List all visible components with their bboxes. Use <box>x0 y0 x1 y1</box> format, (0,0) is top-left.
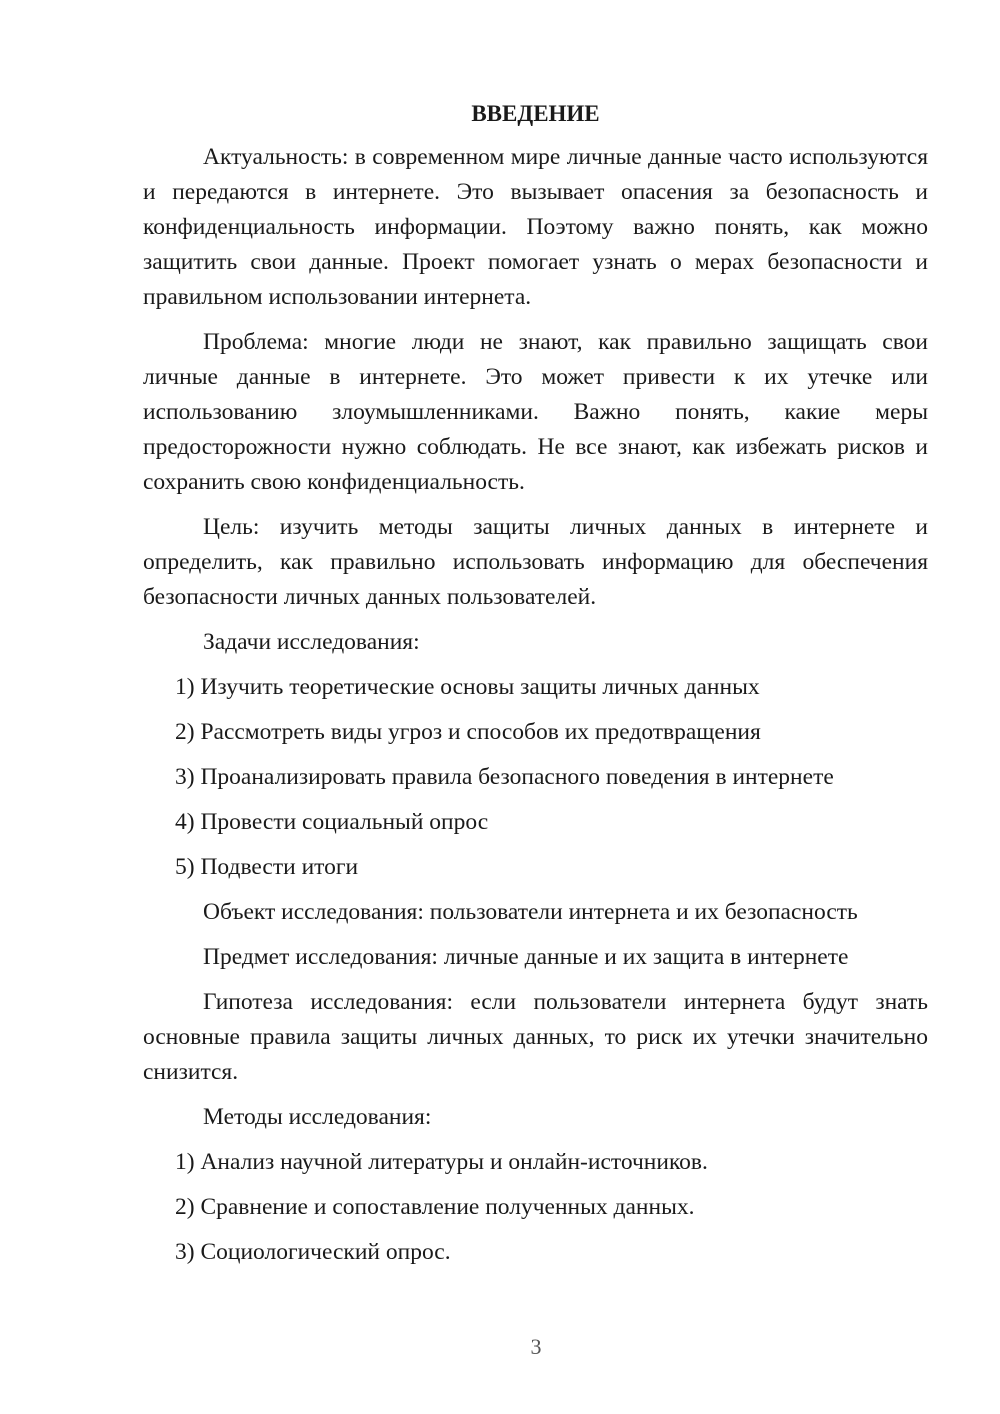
tasks-list <box>143 670 928 885</box>
method-item-3: 3) Социологический опрос. <box>175 1239 451 1265</box>
method-item-2: 2) Сравнение и сопоставление полученных данных. <box>175 1194 695 1220</box>
hypothesis-paragraph: Гипотеза исследования: если пользователи интернета будут знать основные правила защиты личных данных, то риск их утечки значительно снизится. <box>143 989 928 1085</box>
relevance-paragraph: Актуальность: в современном мире личные данные часто используются и передаются в интернете. Это вызывает опасения за безопасность и конфиденциальность информации. Поэтому важно понять, как можно защитить свои данные. Проект помогает узнать о мерах безопасности и правильном использовании интернета. <box>143 144 928 310</box>
task-item-3: 3) Проанализировать правила безопасного поведения в интернете <box>175 764 834 790</box>
problem-paragraph: Проблема: многие люди не знают, как правильно защищать свои личные данные в интернете. Это может привести к их утечке или использованию злоумышленниками. Важно понять, какие меры предосторожности нужно соблюдать. Не все знают, как избежать рисков и сохранить свою конфиденциальность. <box>143 329 928 495</box>
task-item-1: 1) Изучить теоретические основы защиты личных данных <box>175 674 760 700</box>
goal-paragraph: Цель: изучить методы защиты личных данных в интернете и определить, как правильно использовать информацию для обеспечения безопасности личных данных пользователей. <box>143 514 928 610</box>
methods-list <box>143 1145 928 1270</box>
page-title: ВВЕДЕНИЕ <box>471 101 600 126</box>
task-item-5: 5) Подвести итоги <box>175 854 359 880</box>
task-item-2: 2) Рассмотреть виды угроз и способов их предотвращения <box>175 719 761 745</box>
object-paragraph: Объект исследования: пользователи интернета и их безопасность <box>203 899 858 925</box>
subject-paragraph: Предмет исследования: личные данные и их защита в интернете <box>203 944 849 970</box>
document-page <box>143 96 928 1280</box>
tasks-heading: Задачи исследования: <box>203 629 420 655</box>
methods-heading: Методы исследования: <box>203 1104 432 1130</box>
task-item-4: 4) Провести социальный опрос <box>175 809 489 835</box>
page-number: 3 <box>530 1334 542 1359</box>
method-item-1: 1) Анализ научной литературы и онлайн-источников. <box>175 1149 708 1175</box>
